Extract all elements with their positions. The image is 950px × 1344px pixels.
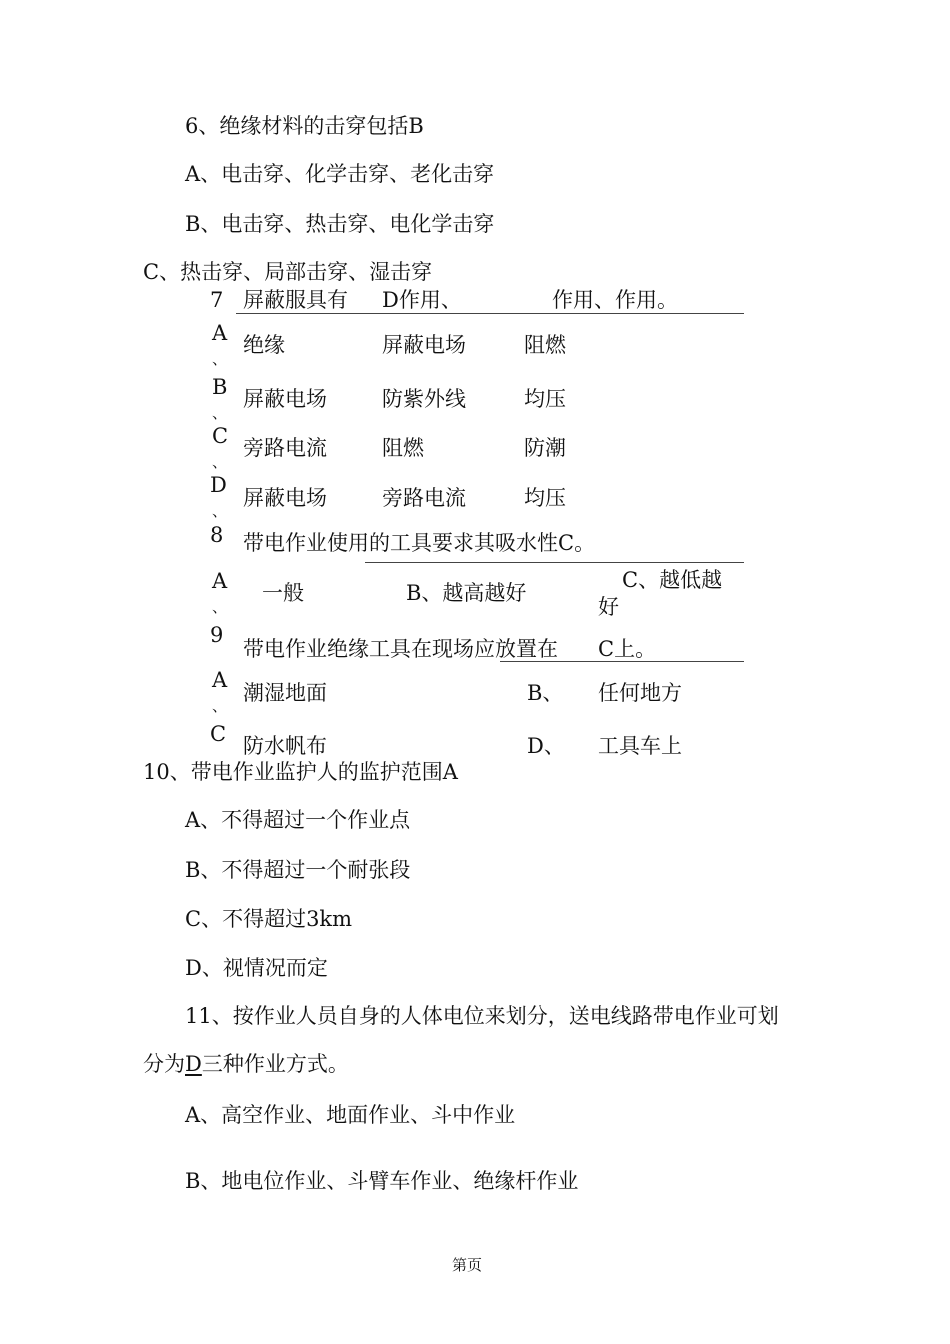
q7-row-cell: 均压 <box>524 486 566 510</box>
q11-stem-line2 <box>143 1051 349 1077</box>
q11-option-a: A、高空作业、地面作业、斗中作业 <box>185 1103 516 1127</box>
q9-row-label: A <box>212 668 228 692</box>
q8-option-a: 一般 <box>262 581 304 605</box>
q10-stem: 10、带电作业监护人的监护范围A <box>143 760 458 784</box>
q6-option-b: B、电击穿、热击穿、电化学击穿 <box>185 212 495 236</box>
q7-row-separator: 、 <box>212 502 228 520</box>
q9-stem: 带电作业绝缘工具在现场应放置在 <box>243 637 558 661</box>
q8-number: 8 <box>210 523 224 547</box>
q8-table-rule <box>365 562 744 563</box>
q9-option-b: 任何地方 <box>598 681 682 705</box>
page-footer: 第页 <box>452 1256 483 1274</box>
q9-answer: C上。 <box>598 637 657 661</box>
q7-row-label: D <box>210 473 227 497</box>
q10-option-a: A、不得超过一个作业点 <box>185 808 411 832</box>
q7-row-label: C <box>212 424 229 448</box>
q7-row-separator: 、 <box>212 453 228 471</box>
q9-option-d-label: D、 <box>527 734 565 758</box>
q10-option-d: D、视情况而定 <box>185 956 328 980</box>
q9-option-b-label: B、 <box>527 681 564 705</box>
q7-row-cell: 阻燃 <box>524 333 566 357</box>
q8-option-c-continued: 好 <box>598 595 619 619</box>
q7-row-cell: 防紫外线 <box>382 387 466 411</box>
q7-row-cell: 旁路电流 <box>382 486 466 510</box>
q9-number: 9 <box>210 623 224 647</box>
q9-option-d: 工具车上 <box>598 734 682 758</box>
q9-option-c: 防水帆布 <box>243 734 327 758</box>
q11-option-b: B、地电位作业、斗臂车作业、绝缘杆作业 <box>185 1169 579 1193</box>
q6-option-c: C、热击穿、局部击穿、湿击穿 <box>143 260 433 284</box>
q7-stem-part1: 屏蔽服具有 <box>243 288 348 312</box>
q10-option-b: B、不得超过一个耐张段 <box>185 858 411 882</box>
q7-row-cell: 屏蔽电场 <box>243 486 327 510</box>
q7-row-cell: 绝缘 <box>243 333 285 357</box>
q11-stem-line1: 11、按作业人员自身的人体电位来划分，送电线路带电作业可划 <box>185 1004 779 1028</box>
q7-stem-part3: 作用、作用。 <box>552 288 678 312</box>
q8-option-b: B、越高越好 <box>406 581 527 605</box>
q7-row-separator: 、 <box>212 350 228 368</box>
q11-stem-suffix: 三种作业方式。 <box>201 1052 349 1076</box>
q9-row-separator: 、 <box>212 697 228 715</box>
q8-option-label: A <box>212 569 228 593</box>
q7-table-rule <box>236 313 744 314</box>
q11-stem-prefix: 分为 <box>143 1052 185 1076</box>
q7-row-label: A <box>212 321 228 345</box>
q8-option-separator: 、 <box>212 598 228 616</box>
q9-option-a: 潮湿地面 <box>243 681 327 705</box>
q8-stem: 带电作业使用的工具要求其吸水性C。 <box>243 531 596 555</box>
q6-stem: 6、绝缘材料的击穿包括B <box>185 114 424 138</box>
q7-row-separator: 、 <box>212 404 228 422</box>
q9-table-rule <box>500 661 744 662</box>
q6-option-a: A、电击穿、化学击穿、老化击穿 <box>185 162 495 186</box>
q7-row-cell: 旁路电流 <box>243 436 327 460</box>
q8-option-c: C、越低越 <box>622 568 723 592</box>
q11-answer: D <box>185 1052 202 1076</box>
q7-row-cell: 阻燃 <box>382 436 424 460</box>
q10-option-c: C、不得超过3km <box>185 907 353 931</box>
q7-row-cell: 屏蔽电场 <box>382 333 466 357</box>
q7-row-cell: 防潮 <box>524 436 566 460</box>
q7-number: 7 <box>210 288 224 312</box>
q7-stem-part2: D作用、 <box>382 288 462 312</box>
q7-row-label: B <box>212 375 228 399</box>
q7-row-cell: 均压 <box>524 387 566 411</box>
q9-row-label: C <box>210 722 227 746</box>
q7-row-cell: 屏蔽电场 <box>243 387 327 411</box>
